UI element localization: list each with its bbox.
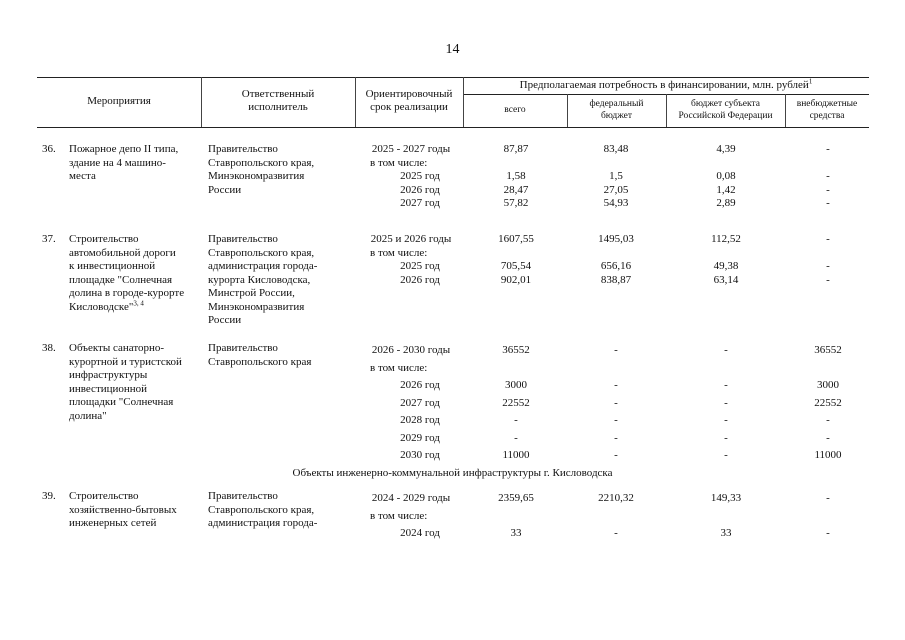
row-event-name: Строительство хозяйственно-бытовых инженерных сетей: [69, 490, 177, 529]
row-number: 39.: [42, 490, 56, 502]
row-regional: 149,33 33: [710, 492, 742, 539]
row-total: 36552 3000 22552 - - 11000: [502, 344, 530, 461]
row-extra: 36552 3000 22552 - - 11000: [814, 344, 842, 461]
row-term: 2026 - 2030 годы в том числе: 2026 год 2027 год 2028 год 2029 год 2030 год: [370, 344, 451, 461]
row-responsible: Правительство Ставропольского края, администрация города- курорта Кисловодска, Минстрой России, Минэкономразвития России: [208, 233, 318, 326]
row-extra: - -: [826, 492, 830, 539]
row-federal: 2210,32 -: [598, 492, 634, 539]
header-bottom-rule: [37, 127, 869, 128]
row-number: 37.: [42, 233, 56, 245]
row-federal: - - - - - -: [614, 344, 618, 461]
page-number: 14: [445, 42, 460, 57]
row-total: 2359,65 33: [498, 492, 534, 539]
row-extra: - - - -: [826, 143, 830, 209]
row-total: 87,87 1,58 28,47 57,82: [503, 143, 529, 209]
row-term: 2025 - 2027 годы в том числе: 2025 год 2026 год 2027 год: [370, 143, 451, 209]
header-federal: федеральный бюджет: [589, 99, 644, 121]
header-regional: бюджет субъекта Российской Федерации: [678, 99, 773, 121]
header-term: Ориентировочный срок реализации: [365, 88, 453, 113]
table-top-rule: [37, 77, 869, 78]
row-federal: 1495,03 656,16 838,87: [598, 233, 634, 286]
row-term: 2024 - 2029 годы в том числе: 2024 год: [370, 492, 451, 539]
header-events: Мероприятия: [87, 95, 151, 107]
row-event-name: Строительство автомобильной дороги к инвестиционной площадке "Солнечная долина в городе-курорте Кисловодске"$^{3, 4}$: [69, 233, 185, 313]
row-responsible: Правительство Ставропольского края: [208, 342, 312, 368]
header-total: всего: [504, 105, 526, 115]
row-term: 2025 и 2026 годы в том числе: 2025 год 2026 год: [370, 233, 452, 286]
row-event-name: Объекты санаторно- курортной и туристской инфраструктуры инвестиционной площадки "Солнечная долина": [69, 342, 182, 422]
section-title: Объекты инженерно-коммунальной инфраструктуры г. Кисловодска: [292, 467, 613, 479]
header-funding-group: Предполагаемая потребность в финансировании, млн. рублей$^1$: [519, 77, 813, 91]
header-responsible: Ответственный исполнитель: [241, 88, 315, 113]
row-number: 38.: [42, 342, 56, 354]
header-extra: внебюджетные средства: [796, 99, 858, 121]
row-extra: - - -: [826, 233, 830, 286]
row-federal: 83,48 1,5 27,05 54,93: [603, 143, 629, 209]
row-event-name: Пожарное депо II типа, здание на 4 машино- места: [69, 143, 179, 182]
row-regional: 112,52 49,38 63,14: [711, 233, 741, 286]
row-regional: - - - - - -: [724, 344, 728, 461]
row-responsible: Правительство Ставропольского края, Минэкономразвития России: [208, 143, 315, 196]
row-total: 1607,55 705,54 902,01: [498, 233, 534, 286]
row-responsible: Правительство Ставропольского края, администрация города-: [208, 490, 318, 529]
row-regional: 4,39 0,08 1,42 2,89: [716, 143, 736, 209]
row-number: 36.: [42, 143, 56, 155]
